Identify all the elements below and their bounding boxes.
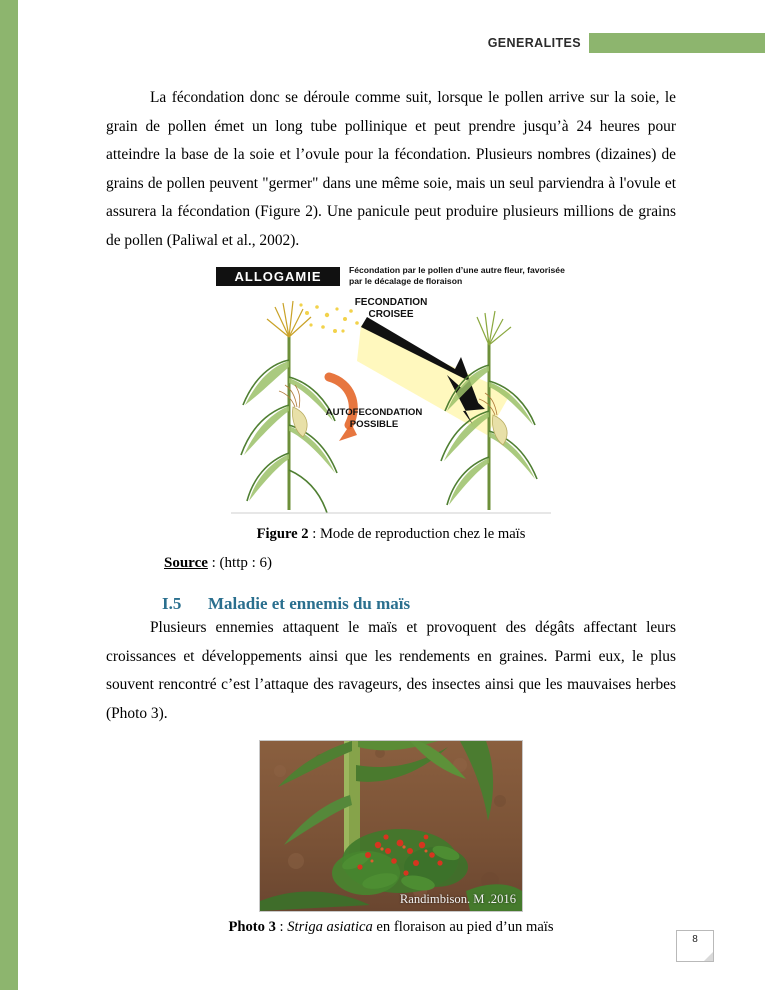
figure-2-caption-text: : Mode de reproduction chez le maïs: [308, 526, 526, 542]
label-autofecondation: AUTOFECONDATION POSSIBLE: [325, 407, 423, 430]
allogamie-diagram: [211, 265, 571, 520]
paragraph-ennemis: Plusieurs ennemies attaquent le maïs et provoquent des dégâts affectant leurs croissances et développements ainsi que les rendements en graines. Parmi eux, le plus souvent rencontré c’est l’attaque des ravageurs, des insectes ainsi que les mauvaises herbes (Photo 3).: [106, 619, 676, 722]
photo-3-caption-sep: :: [275, 919, 288, 935]
figure-2-block: [106, 265, 676, 543]
page-header: [18, 33, 765, 59]
figure-2-caption: [106, 526, 676, 543]
photo-3-block: [106, 740, 676, 936]
header-title: GENERALITES: [487, 36, 581, 50]
allogamie-top-text: Fécondation par le pollen d’une autre fleur, favorisée par le décalage de floraison: [349, 265, 565, 286]
photo-3-credit: Randimbison. M .2016: [399, 892, 516, 906]
section-heading: [106, 594, 676, 614]
section-title: Maladie et ennemis du maïs: [208, 594, 411, 613]
left-accent-bar: [0, 0, 18, 990]
figure-2-source: [106, 555, 676, 572]
photo-3-caption-end: en floraison au pied d’un maïs: [372, 919, 554, 935]
photo-3-caption: [106, 919, 676, 936]
source-label: Source: [164, 555, 208, 571]
page-number: 8: [692, 934, 698, 945]
source-text: : (http : 6): [207, 555, 273, 571]
header-accent-bar: [589, 33, 765, 53]
allogamie-badge: ALLOGAMIE: [216, 267, 340, 286]
paragraph-fecondation: La fécondation donc se déroule comme suit, lorsque le pollen arrive sur la soie, le grain de pollen émet un long tube pollinique et peut prendre jusqu’à 24 heures pour atteindre la base de la soie et l’ovule pour la fécondation. Plusieurs nombres (dizaines) de grains de pollen peuvent "germer" dans une même soie, mais un seul parviendra à l'ovule et assurera la fécondation (Figure 2). Une panicule peut produire plusieurs millions de grains de pollen (Paliwal et al., 2002).: [106, 89, 676, 249]
photo-3-image: [259, 740, 523, 912]
label-fecondation-croisee: FECONDATION CROISEE: [354, 297, 428, 320]
figure-2-caption-label: Figure 2: [256, 526, 309, 542]
striga-field-photo: [260, 741, 522, 911]
photo-3-caption-species: Striga asiatica: [287, 919, 373, 935]
page-corner-fold: [704, 952, 713, 961]
photo-3-caption-label: Photo 3: [228, 919, 276, 935]
section-number: I.5: [162, 594, 182, 613]
page-number-box: [676, 930, 714, 962]
page-content: [106, 84, 676, 936]
